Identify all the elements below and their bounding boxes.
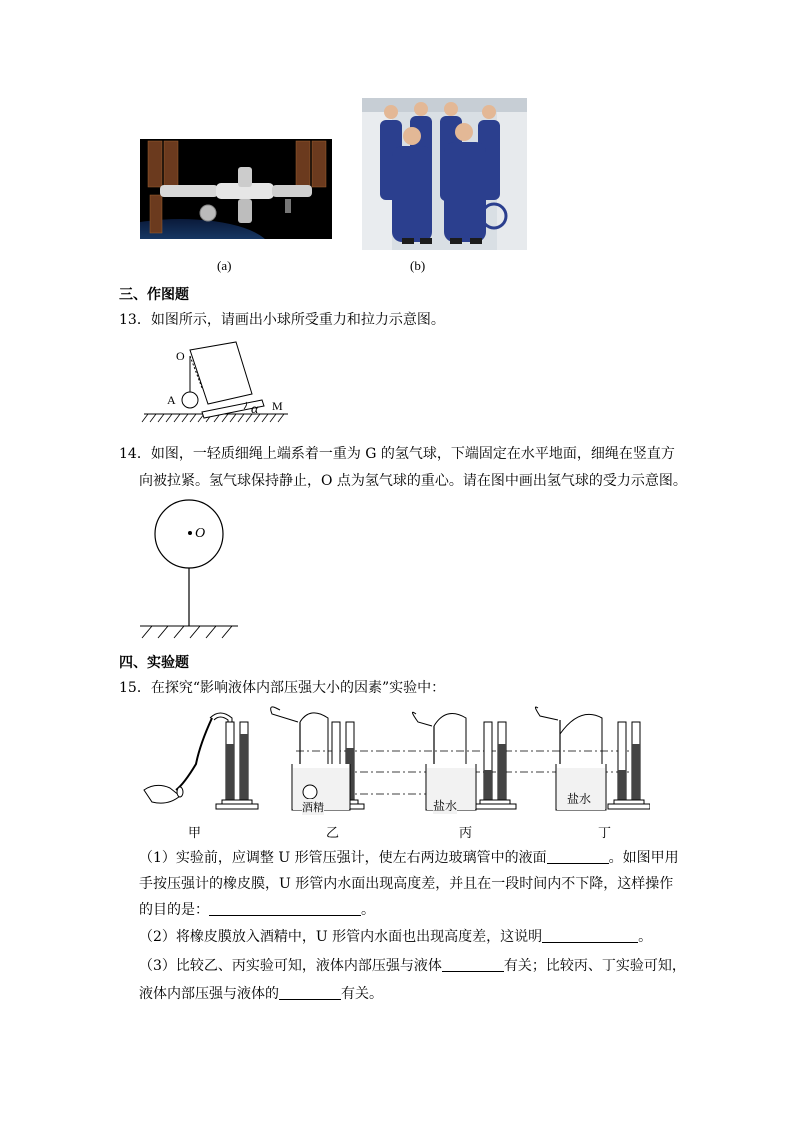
q15-part3-line1-b: 有关；比较丙、丁实验可知， [503,958,686,974]
q15-liquid-label-ding: 盐水 [567,792,592,806]
q15-part3-line2 [139,984,383,1004]
q15-part3-line2-b: 有关。 [341,986,383,1002]
figure-a-caption: (a) [217,258,232,273]
q15-blank-1[interactable] [547,849,609,864]
q15-part1-line3 [139,900,375,920]
q13-label-m: M [272,399,283,413]
q14-diagram [134,496,254,646]
q15-fig-label-bing: 丙 [459,825,473,840]
section-4-title: 四、实验题 [119,655,189,671]
q15-part1-line1 [139,848,679,868]
q15-part1-line3-a: 的目的是： [139,902,209,918]
q13-label-a: A [167,393,176,407]
q13-label-o: O [176,349,185,363]
q15-part3-line1-a: （3）比较乙、丙实验可知，液体内部压强与液体 [139,958,442,974]
q15-part2 [139,927,652,947]
q15-fig-label-yi: 乙 [326,825,340,840]
q13-diagram [138,338,298,438]
q14-label-o: O [195,526,206,541]
q15-part1-line3-b: 。 [361,902,375,918]
figure-b-caption: (b) [410,258,426,273]
q15-part1-line2: 手按压强计的橡皮膜，U 形管内水面出现高度差，并且在一段时间内不下降，这样操作 [139,876,674,892]
q15-part2-a: （2）将橡皮膜放入酒精中，U 形管内水面也出现高度差，这说明 [139,929,543,945]
q15-fig-label-jia: 甲 [188,825,202,840]
q15-part1-line1-b: 。如图甲用 [608,850,679,866]
astronauts-photo [362,98,527,250]
section-3-title: 三、作图题 [119,287,189,303]
q15-liquid-label-bing: 盐水 [433,799,458,813]
q13-label-alpha: α [251,402,259,417]
q15-liquid-label-yi: 酒精 [302,799,324,815]
q15-intro: 15．在探究“影响液体内部压强大小的因素”实验中： [119,680,446,696]
q15-blank-2[interactable] [209,901,361,916]
q15-blank-5[interactable] [279,985,341,1000]
q15-part3-line2-a: 液体内部压强与液体的 [139,986,279,1002]
space-station-photo [140,139,332,239]
q15-fig-label-ding: 丁 [598,825,612,840]
q15-part2-b: 。 [638,929,653,945]
q15-part3-line1 [139,956,686,976]
q14-line1: 14．如图，一轻质细绳上端系着一重为 G 的氢气球，下端固定在水平地面，细绳在竖直方 [119,446,675,462]
q14-line2: 向被拉紧。氢气球保持静止，O 点为氢气球的重心。请在图中画出氢气球的受力示意图。 [139,473,687,489]
q13-text: 13．如图所示，请画出小球所受重力和拉力示意图。 [119,312,445,328]
q15-blank-3[interactable] [542,928,638,943]
q15-part1-line1-a: （1）实验前，应调整 U 形管压强计，使左右两边玻璃管中的液面 [139,850,547,866]
q15-blank-4[interactable] [442,957,504,972]
